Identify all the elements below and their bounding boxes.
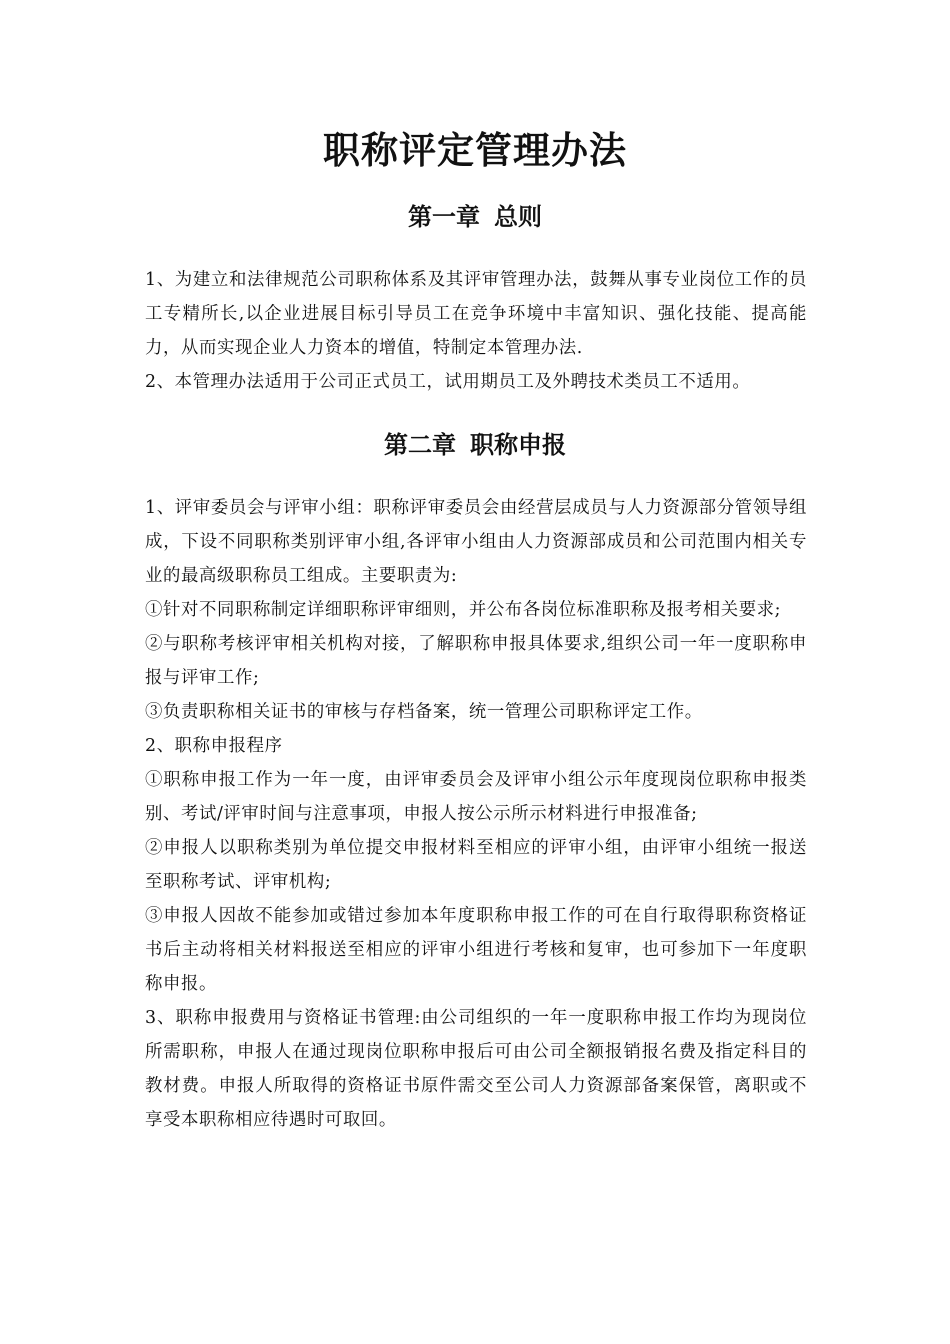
paragraph: ①针对不同职称制定详细职称评审细则，并公布各岗位标准职称及报考相关要求; [145,600,782,620]
document-title: 职称评定管理办法 [323,129,627,172]
chapter-heading-general [0,200,950,234]
paragraph: 1、为建立和法律规范公司职称体系及其评审管理办法，鼓舞从事专业岗位工作的员工专精所长,以企业进展目标引导员工在竞争环境中丰富知识、强化技能、提高能力，从而实现企业人力资本的增值，特制定本管理办法. [145,270,807,358]
chapter-body-application [145,491,807,1137]
paragraph: 1、评审委员会与评审小组：职称评审委员会由经营层成员与人力资源部分管领导组成，下设不同职称类别评审小组,各评审小组由人力资源部成员和公司范围内相关专业的最高级职称员工组成。主要职责为: [145,498,807,586]
paragraph: ①职称申报工作为一年一度，由评审委员会及评审小组公示年度现岗位职称申报类别、考试/评审时间与注意事项，申报人按公示所示材料进行申报准备; [145,770,807,824]
chapter-name: 职称申报 [470,431,566,459]
chapter-heading-application [0,428,950,462]
paragraph: 2、职称申报程序 [145,736,283,756]
paragraph: ③负责职称相关证书的审核与存档备案，统一管理公司职称评定工作。 [145,702,703,722]
paragraph: ③申报人因故不能参加或错过参加本年度职称申报工作的可在自行取得职称资格证书后主动将相关材料报送至相应的评审小组进行考核和复审，也可参加下一年度职称申报。 [145,906,807,994]
chapter-number: 第二章 [384,431,456,459]
paragraph: ②与职称考核评审相关机构对接，了解职称申报具体要求,组织公司一年一度职称申报与评审工作; [145,634,807,688]
paragraph: ②申报人以职称类别为单位提交申报材料至相应的评审小组，由评审小组统一报送至职称考试、评审机构; [145,838,807,892]
chapter-number: 第一章 [408,203,480,231]
paragraph: 3、职称申报费用与资格证书管理:由公司组织的一年一度职称申报工作均为现岗位所需职称，申报人在通过现岗位职称申报后可由公司全额报销报名费及指定科目的教材费。申报人所取得的资格证书原件需交至公司人力资源部备案保管，离职或不享受本职称相应待遇时可取回。 [145,1008,807,1130]
chapter-body-general [145,263,807,399]
paragraph: 2、本管理办法适用于公司正式员工，试用期员工及外聘技术类员工不适用。 [145,372,751,392]
chapter-name: 总则 [494,203,542,231]
